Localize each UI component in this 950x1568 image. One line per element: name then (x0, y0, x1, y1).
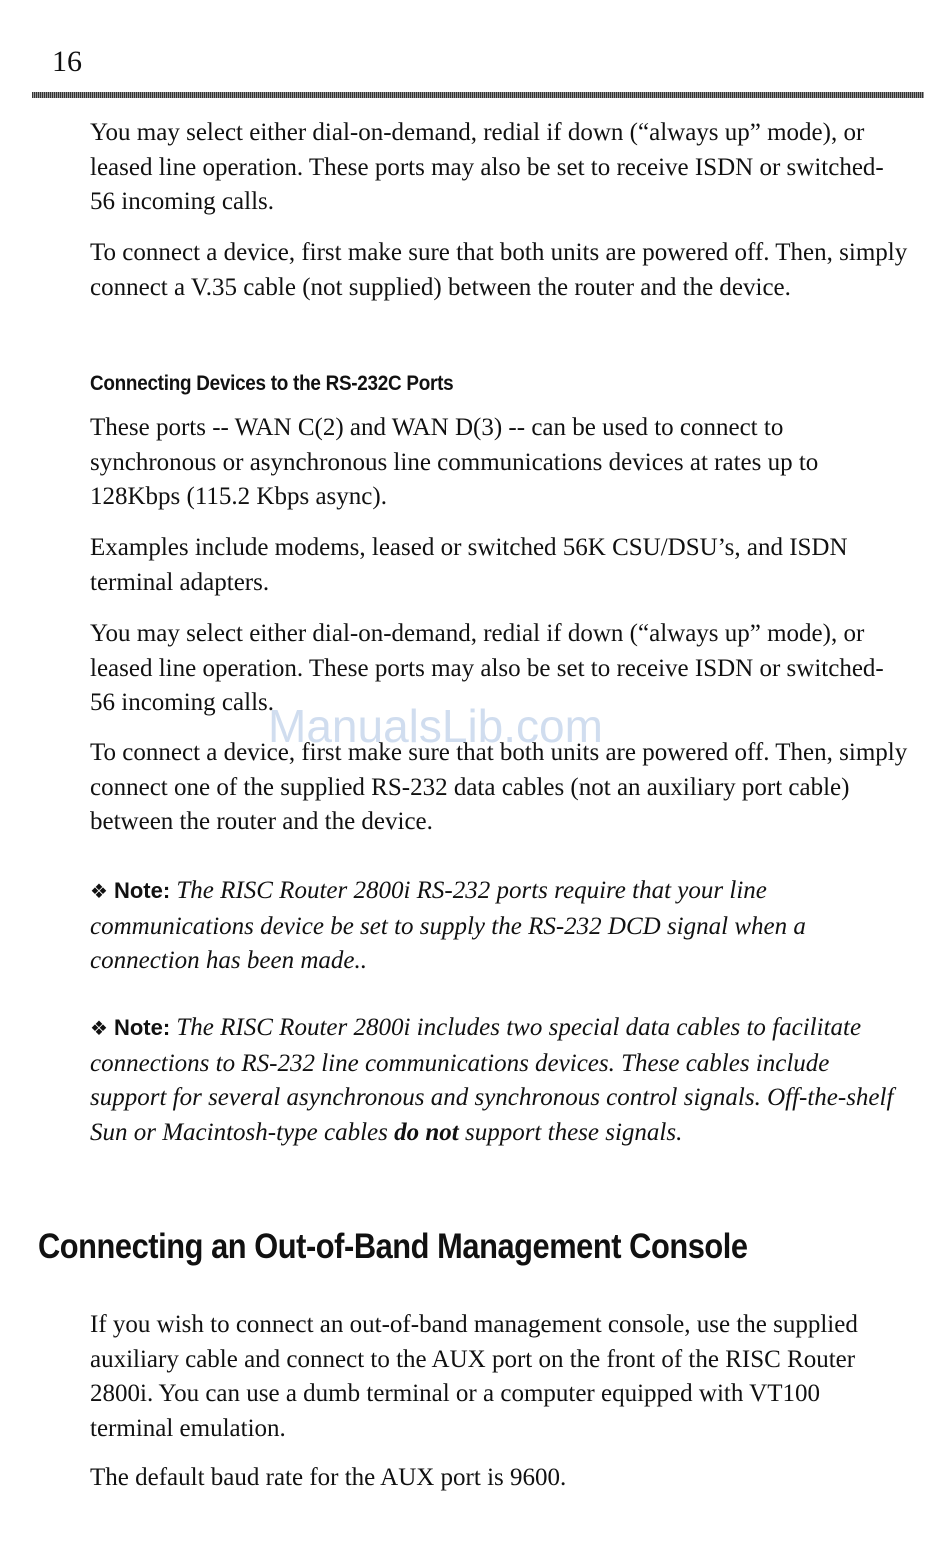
section-heading-oob-console: Connecting an Out-of-Band Management Console (38, 1227, 748, 1266)
note-text: The RISC Router 2800i RS-232 ports require that your line communications device be set to supply the RS-232 DCD signal when a connection has been made.. (90, 877, 806, 974)
paragraph-dial-options: You may select either dial-on-demand, redial if down (“always up” mode), or leased line operation. These ports may also be set to receive ISDN or switched-56 incoming calls. (90, 119, 884, 215)
header-rule (32, 92, 924, 98)
diamond-bullet-icon: ❖ (90, 881, 108, 903)
note-label: Note: (113, 1015, 171, 1040)
watermark: ManualsLib.com (268, 700, 603, 752)
note-text: The RISC Router 2800i includes two special data cables to facilitate connections to RS-232 line communications devices. These cables include support for several asynchronous and synchronous control signals. Off-the-shelf Sun or Macintosh-type cables (90, 1014, 894, 1146)
paragraph-v35-connect: To connect a device, first make sure that both units are powered off. Then, simply connect a V.35 cable (not supplied) between the router and the device. (90, 239, 908, 301)
note-label: Note: (113, 878, 171, 903)
paragraph-dial-options-rs232: You may select either dial-on-demand, redial if down (“always up” mode), or leased line operation. These ports may also be set to receive ISDN or switched-56 incoming calls. (90, 620, 884, 716)
note-special-cables (90, 1011, 908, 1150)
diamond-bullet-icon: ❖ (90, 1018, 108, 1040)
paragraph-rs232-connect: To connect a device, first make sure that both units are powered off. Then, simply connect one of the supplied RS-232 data cables (not an auxiliary port cable) between the router and the device. (90, 739, 908, 835)
paragraph-wan-ports: These ports -- WAN C(2) and WAN D(3) -- can be used to connect to synchronous or asynchronous line communications devices at rates up to 128Kbps (115.2 Kbps async). (90, 414, 819, 510)
page-number: 16 (52, 45, 82, 78)
note-emphasis: do not (394, 1118, 459, 1146)
note-dcd-signal (90, 874, 908, 979)
subheading-rs232-ports: Connecting Devices to the RS-232C Ports (90, 372, 454, 395)
paragraph-baud-rate: The default baud rate for the AUX port is 9600. (90, 1464, 567, 1491)
paragraph-oob-connect: If you wish to connect an out-of-band management console, use the supplied auxiliary cable and connect to the AUX port on the front of the RISC Router 2800i. You can use a dumb terminal or a computer equipped with VT100 terminal emulation. (90, 1311, 858, 1442)
note-text-end: support these signals. (458, 1118, 683, 1146)
paragraph-examples: Examples include modems, leased or switched 56K CSU/DSU’s, and ISDN terminal adapters. (90, 534, 848, 596)
